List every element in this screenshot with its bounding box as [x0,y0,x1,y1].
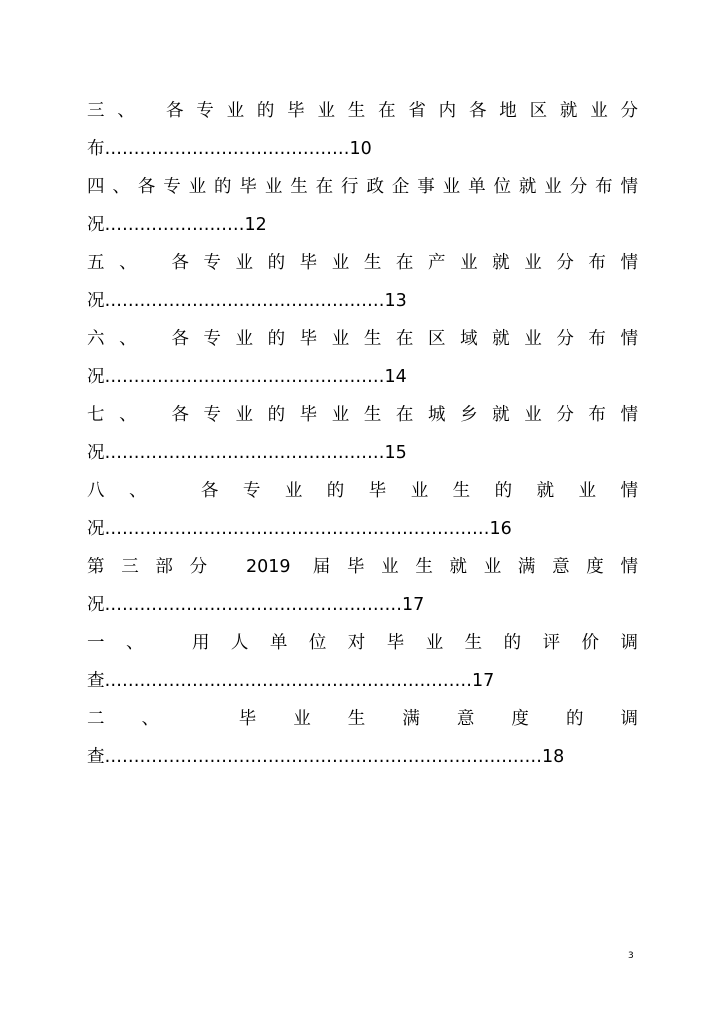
toc-entry[interactable] [87,320,638,396]
toc-entry-title: 第三部分 2019 届毕业生就业满意度情 [87,557,638,577]
toc-entry-title: 七、 各专业的毕业生在城乡就业分布情 [87,405,638,425]
toc-entry[interactable] [87,472,638,548]
toc-entry-title: 一、 用人单位对毕业生的评价调 [87,633,638,653]
toc-entry[interactable] [87,548,638,624]
toc-entry-title: 三、 各专业的毕业生在省内各地区就业分 [87,101,638,121]
toc-entry[interactable] [87,624,638,700]
toc-entry[interactable] [87,92,638,168]
toc-entry-leader: 况…………………………………………14 [87,367,407,387]
toc-entry-leader: 况…………………………………………………………16 [87,519,512,539]
toc-entry[interactable] [87,168,638,244]
toc-entry-leader: 查…………………………………………………………………18 [87,747,565,767]
toc-entry-leader: 布……………………………………10 [87,139,372,159]
toc-entry-leader: 况…………………………………………15 [87,443,407,463]
toc-entry-title: 四、各专业的毕业生在行政企事业单位就业分布情 [87,177,638,197]
toc-entry-title: 八、 各专业的毕业生的就业情 [87,481,638,501]
page-number: 3 [628,951,634,961]
toc-entry-leader: 况……………………12 [87,215,267,235]
table-of-contents [87,92,638,776]
toc-entry-leader: 况……………………………………………17 [87,595,425,615]
toc-entry[interactable] [87,396,638,472]
toc-entry-title: 二、 毕业生满意度的调 [87,709,638,729]
toc-entry-leader: 况…………………………………………13 [87,291,407,311]
toc-entry[interactable] [87,700,638,776]
toc-entry-title: 六、 各专业的毕业生在区域就业分布情 [87,329,638,349]
toc-entry-title: 五、 各专业的毕业生在产业就业分布情 [87,253,638,273]
toc-entry-leader: 查………………………………………………………17 [87,671,495,691]
toc-entry[interactable] [87,244,638,320]
